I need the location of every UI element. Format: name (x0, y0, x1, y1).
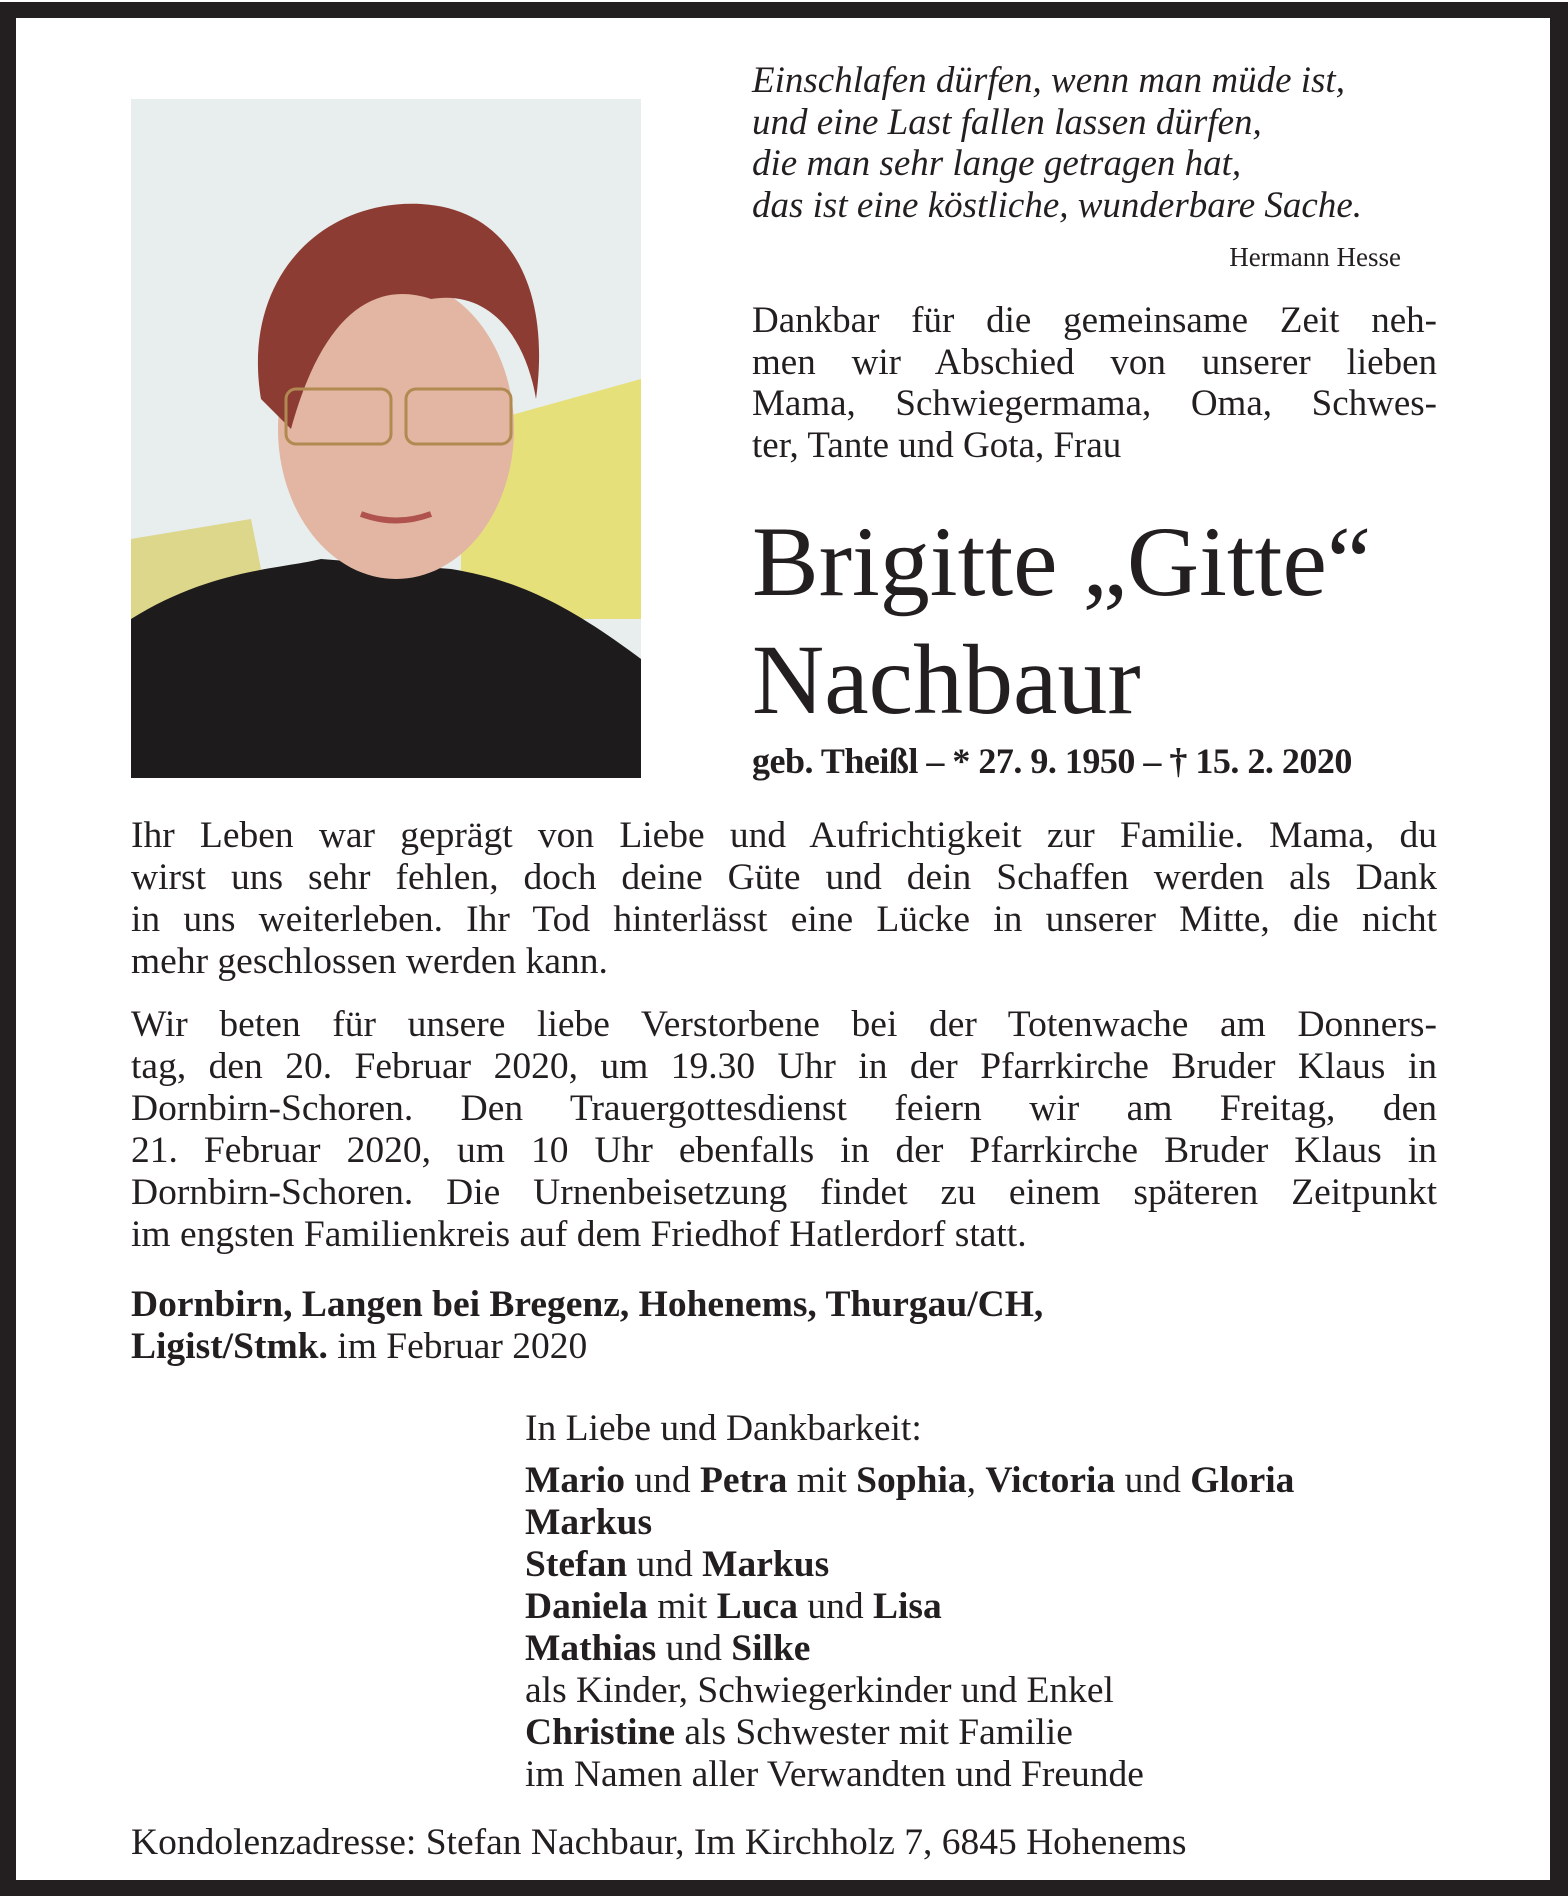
portrait-photo (131, 99, 641, 778)
family-line (525, 1586, 1294, 1628)
poem-quote (752, 60, 1362, 226)
tribute-paragraph (131, 815, 1437, 983)
family-line (525, 1712, 1294, 1754)
quote-line: und eine Last fallen lassen dürfen, (752, 101, 1262, 143)
intro-line: Mama, Schwiegermama, Oma, Schwes- (752, 383, 1437, 424)
connector: mit (787, 1460, 857, 1501)
funeral-details-paragraph (131, 1004, 1437, 1256)
family-line (525, 1544, 1294, 1586)
family-line: als Kinder, Schwiegerkinder und Enkel (525, 1670, 1114, 1711)
family-line (525, 1502, 1294, 1544)
quote-line: Einschlafen dürfen, wenn man müde ist, (752, 60, 1345, 101)
birth-death-dates: geb. Theißl – * 27. 9. 1950 – † 15. 2. 2020 (752, 741, 1352, 781)
quote-author: Hermann Hesse (1229, 242, 1401, 272)
paragraph-line: Dornbirn-Schoren. Die Urnenbeisetzung findet zu einem späteren Zeitpunkt (131, 1172, 1437, 1213)
name-line-2: Nachbaur (752, 624, 1141, 735)
family-name: Gloria (1190, 1460, 1295, 1501)
paragraph-line: im engsten Familienkreis auf dem Friedhof Hatlerdorf statt. (131, 1214, 1027, 1255)
places-line-2-bold: Ligist/Stmk. (131, 1326, 328, 1367)
family-name: Sophia (856, 1460, 967, 1501)
family-name: Christine (525, 1712, 675, 1753)
deceased-name (752, 503, 1371, 739)
family-line (525, 1460, 1294, 1502)
connector: als Schwester mit Familie (675, 1712, 1073, 1753)
family-name: Markus (525, 1502, 653, 1543)
family-name: Mario (525, 1460, 625, 1501)
paragraph-line: Dornbirn-Schoren. Den Trauergottesdienst feiern wir am Freitag, den (131, 1088, 1437, 1129)
connector: , (966, 1460, 986, 1501)
intro-line: men wir Abschied von unserer lieben (752, 341, 1437, 383)
family-signatures (525, 1408, 1294, 1796)
family-line (525, 1628, 1294, 1670)
intro-paragraph (752, 300, 1437, 466)
family-name: Stefan (525, 1544, 628, 1585)
connector: und (627, 1544, 703, 1585)
connector: und (1115, 1460, 1191, 1501)
intro-line: Dankbar für die gemeinsame Zeit neh- (752, 300, 1437, 341)
condolence-address: Kondolenzadresse: Stefan Nachbaur, Im Kirchholz 7, 6845 Hohenems (131, 1822, 1187, 1863)
paragraph-line: mehr geschlossen werden kann. (131, 941, 608, 982)
family-name: Markus (702, 1544, 830, 1585)
family-heading: In Liebe und Dankbarkeit: (525, 1408, 922, 1449)
family-name: Mathias (525, 1628, 657, 1669)
places-and-date (131, 1284, 1043, 1368)
paragraph-line: in uns weiterleben. Ihr Tod hinterlässt eine Lücke in unserer Mitte, die nicht (131, 899, 1437, 940)
family-name: Luca (716, 1586, 798, 1627)
paragraph-line: wirst uns sehr fehlen, doch deine Güte und dein Schaffen werden als Dank (131, 857, 1437, 898)
places-line-2-rest: im Februar 2020 (327, 1326, 588, 1367)
quote-line: die man sehr lange getragen hat, (752, 143, 1242, 184)
quote-line: das ist eine köstliche, wunderbare Sache. (752, 184, 1363, 226)
name-line-1: Brigitte „Gitte“ (752, 506, 1372, 617)
family-name: Petra (699, 1460, 788, 1501)
family-line: im Namen aller Verwandten und Freunde (525, 1754, 1144, 1795)
paragraph-line: tag, den 20. Februar 2020, um 19.30 Uhr in der Pfarrkirche Bruder Klaus in (131, 1046, 1437, 1087)
connector: und (797, 1586, 873, 1627)
family-name: Daniela (525, 1586, 648, 1627)
places-line-1: Dornbirn, Langen bei Bregenz, Hohenems, Thurgau/CH, (131, 1284, 1044, 1325)
paragraph-line: Ihr Leben war geprägt von Liebe und Aufrichtigkeit zur Familie. Mama, du (131, 815, 1437, 856)
family-name: Lisa (872, 1586, 942, 1627)
family-name: Victoria (985, 1460, 1116, 1501)
connector: mit (647, 1586, 717, 1627)
connector: und (656, 1628, 732, 1669)
family-name: Silke (731, 1628, 811, 1669)
connector: und (624, 1460, 700, 1501)
intro-line: ter, Tante und Gota, Frau (752, 424, 1122, 466)
paragraph-line: 21. Februar 2020, um 10 Uhr ebenfalls in der Pfarrkirche Bruder Klaus in (131, 1130, 1437, 1171)
paragraph-line: Wir beten für unsere liebe Verstorbene bei der Totenwache am Donners- (131, 1004, 1437, 1045)
